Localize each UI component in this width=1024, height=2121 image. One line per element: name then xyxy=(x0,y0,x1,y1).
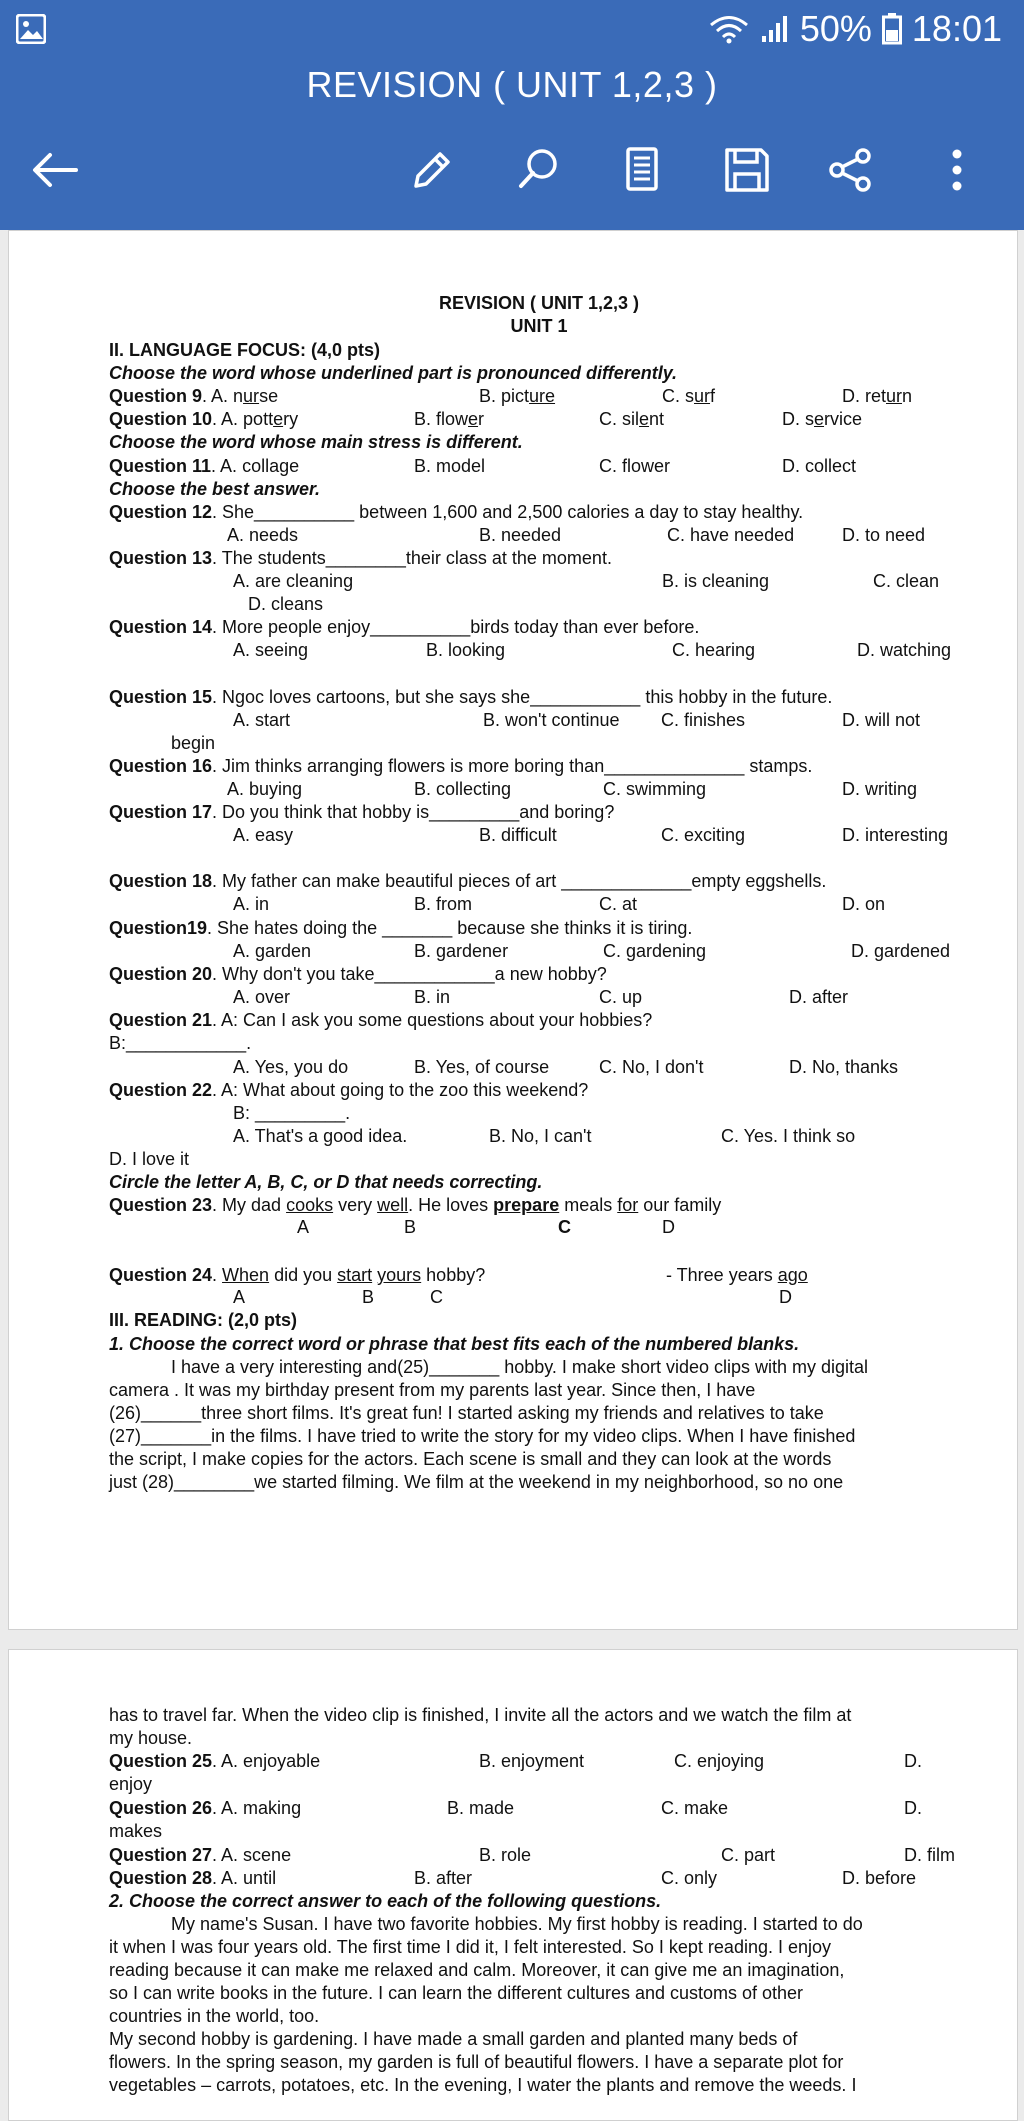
instruction-error-correction: Circle the letter A, B, C, or D that needs correcting. xyxy=(109,1172,543,1192)
question-15-option-a: A. start xyxy=(233,710,291,730)
question-10: Question 10. A. pottery xyxy=(109,409,299,429)
question-13: Question 13. The students________their class at the moment. xyxy=(109,548,612,568)
question-24-label-b: B xyxy=(362,1287,375,1307)
question-27: Question 27. A. scene xyxy=(109,1845,292,1865)
instruction-stress: Choose the word whose main stress is different. xyxy=(109,432,523,452)
question-15-option-d: D. will not xyxy=(842,710,921,730)
instruction-pronunciation: Choose the word whose underlined part is pronounced differently. xyxy=(109,363,678,383)
question-24-label-a: A xyxy=(233,1287,246,1307)
question-25-option-c: C. enjoying xyxy=(674,1751,765,1771)
document-page-1 xyxy=(8,230,1018,1630)
question-28: Question 28. A. until xyxy=(109,1868,277,1888)
question-16-option-c: C. swimming xyxy=(603,779,707,799)
question-27-option-c: C. part xyxy=(721,1845,776,1865)
question-16-option-b: B. collecting xyxy=(414,779,512,799)
arrow-left-icon xyxy=(30,150,80,190)
question-25-option-b: B. enjoyment xyxy=(479,1751,585,1771)
question-12-option-a: A. needs xyxy=(227,525,299,545)
question-14-option-c: C. hearing xyxy=(672,640,756,660)
question-15-option-b: B. won't continue xyxy=(483,710,620,730)
question-16-option-a: A. buying xyxy=(227,779,303,799)
question-23-label-a: A xyxy=(297,1217,310,1237)
passage-2-line-1: My name's Susan. I have two favorite hobbies. My first hobby is reading. I started to do xyxy=(171,1914,863,1934)
question-28-option-c: C. only xyxy=(661,1868,718,1888)
question-21: Question 21. A: Can I ask you some questions about your hobbies? xyxy=(109,1010,653,1030)
question-9: Question 9. A. nurse xyxy=(109,386,279,406)
question-24-label-d: D xyxy=(779,1287,792,1307)
question-24: Question 24. When did you start yours hobby? xyxy=(109,1265,486,1285)
question-26-option-d: D. xyxy=(904,1798,922,1818)
reading-mode-button[interactable] xyxy=(612,140,672,200)
question-27-option-d: D. film xyxy=(904,1845,955,1865)
question-22-option-c: C. Yes. I think so xyxy=(721,1126,856,1146)
battery-icon xyxy=(882,13,902,45)
passage-2-line-3: reading because it can make me relaxed and calm. Moreover, it can give me an imagination, xyxy=(109,1960,845,1980)
question-23: Question 23. My dad cooks very well. He loves prepare meals for our family xyxy=(109,1195,722,1215)
question-20-option-a: A. over xyxy=(233,987,291,1007)
passage-1-cont-line-2: my house. xyxy=(109,1728,193,1748)
question-28-option-d: D. before xyxy=(842,1868,917,1888)
passage-1-line-2: camera . It was my birthday present from my parents last year. Since then, I have xyxy=(109,1380,756,1400)
question-18-option-a: A. in xyxy=(233,894,270,914)
search-button[interactable] xyxy=(508,140,568,200)
passage-2-line-6: My second hobby is gardening. I have made a small garden and planted many beds of xyxy=(109,2029,798,2049)
passage-2-line-7: flowers. In the spring season, my garden is full of beautiful flowers. I have a separate plot for xyxy=(109,2052,844,2072)
pencil-icon xyxy=(408,146,456,194)
question-26: Question 26. A. making xyxy=(109,1798,302,1818)
passage-2-line-5: countries in the world, too. xyxy=(109,2006,320,2026)
question-11-option-c: C. flower xyxy=(599,456,671,476)
question-17-option-c: C. exciting xyxy=(661,825,746,845)
question-15: Question 15. Ngoc loves cartoons, but she says she___________ this hobby in the future. xyxy=(109,687,833,707)
more-options-button[interactable] xyxy=(927,140,987,200)
question-22-option-b: B. No, I can't xyxy=(489,1126,592,1146)
section-reading: III. READING: (2,0 pts) xyxy=(109,1310,298,1330)
instruction-cloze: 1. Choose the correct word or phrase that best fits each of the numbered blanks. xyxy=(109,1334,800,1354)
question-24-response: - Three years ago xyxy=(666,1265,808,1285)
doc-title: REVISION ( UNIT 1,2,3 ) xyxy=(438,293,640,313)
question-21-option-d: D. No, thanks xyxy=(789,1057,899,1077)
question-11-option-d: D. collect xyxy=(782,456,857,476)
question-19-option-a: A. garden xyxy=(233,941,312,961)
passage-2-line-4: so I can write books in the future. I can learn the different cultures and customs of other xyxy=(109,1983,804,2003)
question-14-option-d: D. watching xyxy=(857,640,952,660)
app-bar xyxy=(0,0,1024,230)
question-24-label-c: C xyxy=(430,1287,443,1307)
question-16-option-d: D. writing xyxy=(842,779,918,799)
question-22-answer-line: B: _________. xyxy=(233,1103,351,1123)
unit-heading: UNIT 1 xyxy=(510,316,568,336)
passage-1-line-6: just (28)________we started filming. We film at the weekend in my neighborhood, so no one xyxy=(109,1472,844,1492)
question-22-option-d: D. I love it xyxy=(109,1149,190,1169)
save-button[interactable] xyxy=(717,140,777,200)
question-26-option-b: B. made xyxy=(447,1798,515,1818)
question-21-option-b: B. Yes, of course xyxy=(414,1057,550,1077)
question-19-option-b: B. gardener xyxy=(414,941,509,961)
question-9-option-d: D. return xyxy=(842,386,913,406)
question-20-option-d: D. after xyxy=(789,987,849,1007)
question-13-option-b: B. is cleaning xyxy=(662,571,770,591)
question-14-option-b: B. looking xyxy=(426,640,506,660)
passage-1-cont-line-1: has to travel far. When the video clip is finished, I invite all the actors and we watch the film at xyxy=(109,1705,852,1725)
signal-icon xyxy=(760,14,790,44)
question-15-option-d-cont: begin xyxy=(171,733,216,753)
question-17-option-a: A. easy xyxy=(233,825,294,845)
question-25: Question 25. A. enjoyable xyxy=(109,1751,321,1771)
question-25-option-d-cont: enjoy xyxy=(109,1774,153,1794)
instruction-best-answer: Choose the best answer. xyxy=(109,479,321,499)
question-10-option-b: B. flower xyxy=(414,409,485,429)
section-language-focus: II. LANGUAGE FOCUS: (4,0 pts) xyxy=(109,340,381,360)
question-25-option-d: D. xyxy=(904,1751,922,1771)
share-button[interactable] xyxy=(821,140,881,200)
document-title: REVISION ( UNIT 1,2,3 ) xyxy=(306,64,718,105)
question-13-option-d: D. cleans xyxy=(248,594,324,614)
question-17: Question 17. Do you think that hobby is_________and boring? xyxy=(109,802,615,822)
question-17-option-d: D. interesting xyxy=(842,825,949,845)
question-12: Question 12. She__________ between 1,600 and 2,500 calories a day to stay healthy. xyxy=(109,502,804,522)
question-10-option-d: D. service xyxy=(782,409,863,429)
question-21-option-a: A. Yes, you do xyxy=(233,1057,349,1077)
share-icon xyxy=(827,146,875,194)
search-icon xyxy=(514,146,562,194)
document-view-icon xyxy=(622,146,662,194)
gallery-notification-icon xyxy=(16,14,46,44)
edit-button[interactable] xyxy=(402,140,462,200)
question-15-option-c: C. finishes xyxy=(661,710,746,730)
clock-time: 18:01 xyxy=(911,8,1002,49)
question-18: Question 18. My father can make beautiful pieces of art _____________empty eggshells. xyxy=(109,871,827,891)
question-20: Question 20. Why don't you take____________a new hobby? xyxy=(109,964,607,984)
question-12-option-c: C. have needed xyxy=(667,525,795,545)
battery-percent: 50% xyxy=(799,8,872,49)
save-icon xyxy=(723,146,771,194)
passage-1-line-5: the script, I make copies for the actors. Each scene is small and they can look at the words xyxy=(109,1449,832,1469)
back-button[interactable] xyxy=(25,140,85,200)
question-14: Question 14. More people enjoy__________birds today than ever before. xyxy=(109,617,700,637)
question-13-option-a: A. are cleaning xyxy=(233,571,354,591)
question-19: Question19. She hates doing the _______ because she thinks it is tiring. xyxy=(109,918,693,938)
more-vertical-icon xyxy=(949,146,965,194)
question-22: Question 22. A: What about going to the zoo this weekend? xyxy=(109,1080,589,1100)
question-26-option-c: C. make xyxy=(661,1798,729,1818)
question-12-option-b: B. needed xyxy=(479,525,562,545)
question-13-option-c: C. clean xyxy=(873,571,940,591)
question-19-option-c: C. gardening xyxy=(603,941,707,961)
question-18-option-c: C. at xyxy=(599,894,638,914)
question-9-option-c: C. surf xyxy=(662,386,716,406)
passage-1-line-4: (27)_______in the films. I have tried to write the story for my video clips. When I have finished xyxy=(109,1426,856,1446)
passage-2-line-8: vegetables – carrots, potatoes, etc. In the evening, I water the plants and remove the weeds. I xyxy=(109,2075,857,2095)
question-21-option-c: C. No, I don't xyxy=(599,1057,704,1077)
question-12-option-d: D. to need xyxy=(842,525,926,545)
instruction-reading-questions: 2. Choose the correct answer to each of the following questions. xyxy=(109,1891,662,1911)
passage-1-line-3: (26)______three short films. It's great fun! I started asking my friends and relatives to take xyxy=(109,1403,824,1423)
question-17-option-b: B. difficult xyxy=(479,825,557,845)
question-23-label-b: B xyxy=(404,1217,417,1237)
question-20-option-b: B. in xyxy=(414,987,451,1007)
question-14-option-a: A. seeing xyxy=(233,640,309,660)
question-23-label-c: C xyxy=(558,1217,571,1237)
question-10-option-c: C. silent xyxy=(599,409,665,429)
question-19-option-d: D. gardened xyxy=(851,941,951,961)
question-11-option-b: B. model xyxy=(414,456,486,476)
question-20-option-c: C. up xyxy=(599,987,643,1007)
question-16: Question 16. Jim thinks arranging flowers is more boring than______________ stamps. xyxy=(109,756,813,776)
question-18-option-d: D. on xyxy=(842,894,886,914)
question-23-label-d: D xyxy=(662,1217,675,1237)
question-22-option-a: A. That's a good idea. xyxy=(233,1126,408,1146)
question-27-option-b: B. role xyxy=(479,1845,532,1865)
document-page-2 xyxy=(8,1649,1018,2121)
question-21-answer-line: B:____________. xyxy=(109,1033,252,1053)
question-9-option-b: B. picture xyxy=(479,386,556,406)
wifi-icon xyxy=(708,14,750,44)
passage-1-line-1: I have a very interesting and(25)_______ hobby. I make short video clips with my digital xyxy=(171,1357,869,1377)
question-28-option-b: B. after xyxy=(414,1868,473,1888)
status-bar xyxy=(0,0,1024,60)
passage-2-line-2: it when I was four years old. The first time I did it, I felt interested. So I kept reading. I enjoy xyxy=(109,1937,832,1957)
question-26-option-d-cont: makes xyxy=(109,1821,163,1841)
question-18-option-b: B. from xyxy=(414,894,473,914)
question-11: Question 11. A. collage xyxy=(109,456,300,476)
